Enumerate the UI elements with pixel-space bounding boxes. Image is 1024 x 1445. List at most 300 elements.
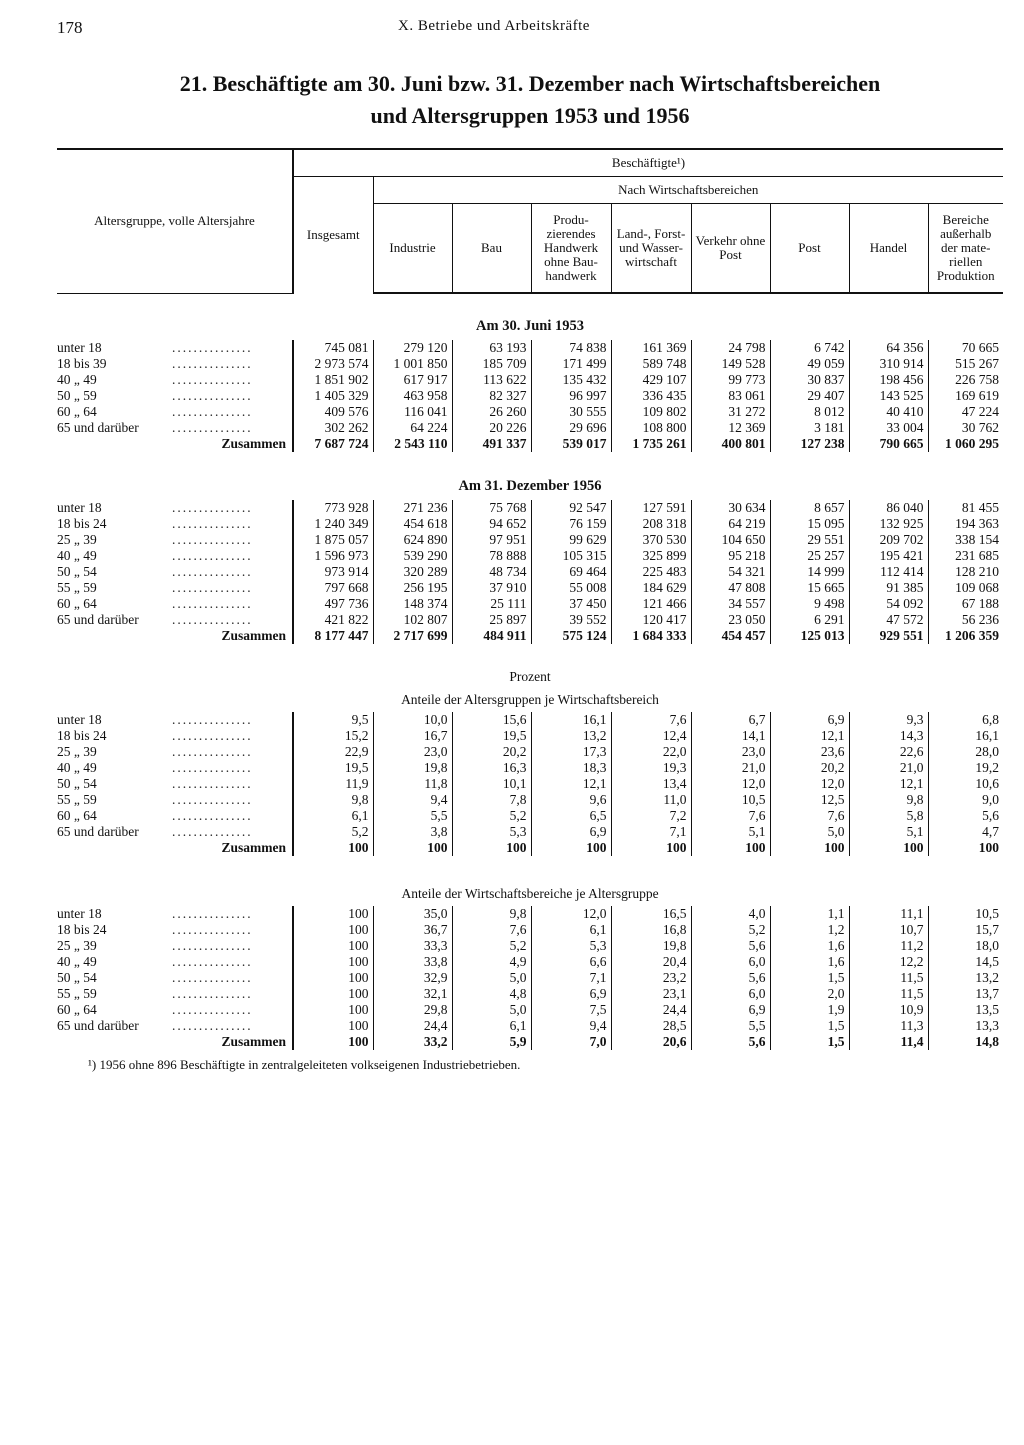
table-cell: 5,6 <box>691 938 770 954</box>
table-cell: 7,5 <box>531 1002 611 1018</box>
table-cell: 19,3 <box>611 760 691 776</box>
total-cell: 539 017 <box>531 436 611 452</box>
header-bereiche: Bereiche außerhalb der mate-riellen Produktion <box>928 204 1003 294</box>
table-cell: 16,5 <box>611 906 691 922</box>
total-label: Zusammen <box>221 436 286 451</box>
table-cell: 5,2 <box>293 824 373 840</box>
table-cell: 9,8 <box>293 792 373 808</box>
row-label <box>57 420 293 436</box>
table-cell: 279 120 <box>373 340 452 356</box>
table-cell: 745 081 <box>293 340 373 356</box>
table-cell: 19,2 <box>928 760 1003 776</box>
table-cell: 11,0 <box>611 792 691 808</box>
table-cell: 409 576 <box>293 404 373 420</box>
table-cell: 231 685 <box>928 548 1003 564</box>
leader-dots: ............... <box>172 1018 253 1033</box>
row-label <box>57 808 293 824</box>
table-cell: 1 240 349 <box>293 516 373 532</box>
table-row <box>57 712 1003 728</box>
table-cell: 47 572 <box>849 612 928 628</box>
total-cell: 5,9 <box>452 1034 531 1050</box>
spacer-row <box>57 452 1003 472</box>
spacer-row <box>57 644 1003 666</box>
total-cell: 100 <box>928 840 1003 856</box>
section-anteile-alter-label: Anteile der Altersgruppen je Wirtschaftsbereich <box>401 692 659 707</box>
header-post: Post <box>770 204 849 294</box>
header-industrie: Industrie <box>373 204 452 294</box>
row-label <box>57 922 293 938</box>
row-label-text: 25 „ 39 <box>57 938 97 953</box>
row-label-text: 65 und darüber <box>57 1018 139 1033</box>
leader-dots: ............... <box>172 776 253 791</box>
table-body <box>57 293 1003 1050</box>
running-head: X. Betriebe und Arbeitskräfte <box>398 18 590 34</box>
table-cell: 12,1 <box>770 728 849 744</box>
table-cell: 225 483 <box>611 564 691 580</box>
row-label <box>57 340 293 356</box>
row-label <box>57 970 293 986</box>
total-cell: 1 060 295 <box>928 436 1003 452</box>
table-cell: 338 154 <box>928 532 1003 548</box>
table-cell: 5,6 <box>691 970 770 986</box>
table-cell: 21,0 <box>849 760 928 776</box>
section-anteile-alter <box>57 688 1003 712</box>
table-cell: 18,0 <box>928 938 1003 954</box>
table-cell: 102 807 <box>373 612 452 628</box>
header-nach-wirtschaftsbereichen: Nach Wirtschaftsbereichen <box>373 177 1003 204</box>
table-cell: 5,0 <box>452 1002 531 1018</box>
table-cell: 7,6 <box>611 712 691 728</box>
total-row <box>57 436 1003 452</box>
header-handwerk: Produ-zierendes Handwerk ohne Bau-handwerk <box>531 204 611 294</box>
leader-dots: ............... <box>172 744 253 759</box>
section-1953 <box>57 312 1003 340</box>
table-cell: 6,0 <box>691 986 770 1002</box>
header-age-group: Altersgruppe, volle Altersjahre <box>57 149 293 293</box>
table-cell: 589 748 <box>611 356 691 372</box>
table-cell: 624 890 <box>373 532 452 548</box>
table-cell: 19,5 <box>452 728 531 744</box>
row-label-text: 50 „ 54 <box>57 564 97 579</box>
total-cell: 5,6 <box>691 1034 770 1050</box>
table-cell: 83 061 <box>691 388 770 404</box>
table-cell: 31 272 <box>691 404 770 420</box>
table-cell: 15 665 <box>770 580 849 596</box>
page-number: 178 <box>57 18 83 37</box>
row-label-text: 40 „ 49 <box>57 548 97 563</box>
row-label-text: 55 „ 59 <box>57 792 97 807</box>
table-row <box>57 372 1003 388</box>
row-label-text: 60 „ 64 <box>57 596 97 611</box>
table-cell: 336 435 <box>611 388 691 404</box>
table-cell: 100 <box>293 938 373 954</box>
table-title <box>80 68 980 132</box>
table-cell: 127 591 <box>611 500 691 516</box>
header-insgesamt: Insgesamt <box>293 177 373 294</box>
leader-dots: ............... <box>172 356 253 371</box>
total-cell: 100 <box>611 840 691 856</box>
row-label <box>57 596 293 612</box>
row-label <box>57 404 293 420</box>
table-cell: 112 414 <box>849 564 928 580</box>
table-cell: 515 267 <box>928 356 1003 372</box>
row-label-text: 65 und darüber <box>57 420 139 435</box>
table-cell: 5,5 <box>373 808 452 824</box>
table-cell: 22,9 <box>293 744 373 760</box>
table-cell: 539 290 <box>373 548 452 564</box>
table-cell: 30 837 <box>770 372 849 388</box>
row-label-text: 50 „ 54 <box>57 776 97 791</box>
table-cell: 13,3 <box>928 1018 1003 1034</box>
table-cell: 109 802 <box>611 404 691 420</box>
table-row <box>57 906 1003 922</box>
row-label <box>57 712 293 728</box>
table-cell: 20,2 <box>770 760 849 776</box>
table-cell: 75 768 <box>452 500 531 516</box>
total-cell: 100 <box>452 840 531 856</box>
table-cell: 6 291 <box>770 612 849 628</box>
leader-dots: ............... <box>172 824 253 839</box>
table-cell: 5,2 <box>452 808 531 824</box>
table-cell: 198 456 <box>849 372 928 388</box>
table-row <box>57 340 1003 356</box>
table-cell: 17,3 <box>531 744 611 760</box>
table-cell: 7,6 <box>770 808 849 824</box>
table-cell: 16,8 <box>611 922 691 938</box>
table-cell: 23,0 <box>373 744 452 760</box>
table-row <box>57 388 1003 404</box>
table-cell: 11,1 <box>849 906 928 922</box>
table-cell: 973 914 <box>293 564 373 580</box>
table-row <box>57 986 1003 1002</box>
table-cell: 6,7 <box>691 712 770 728</box>
table-cell: 797 668 <box>293 580 373 596</box>
table-cell: 29 696 <box>531 420 611 436</box>
table-row <box>57 580 1003 596</box>
table-cell: 109 068 <box>928 580 1003 596</box>
total-cell: 100 <box>293 1034 373 1050</box>
table-cell: 9,5 <box>293 712 373 728</box>
table-cell: 3 181 <box>770 420 849 436</box>
row-label <box>57 1002 293 1018</box>
table-cell: 195 421 <box>849 548 928 564</box>
total-cell: 11,4 <box>849 1034 928 1050</box>
table-cell: 100 <box>293 970 373 986</box>
row-label-text: unter 18 <box>57 500 102 515</box>
table-cell: 29,8 <box>373 1002 452 1018</box>
leader-dots: ............... <box>172 580 253 595</box>
row-label-text: 55 „ 59 <box>57 986 97 1001</box>
table-cell: 20,4 <box>611 954 691 970</box>
total-row <box>57 840 1003 856</box>
table-cell: 28,0 <box>928 744 1003 760</box>
table-row <box>57 500 1003 516</box>
table-cell: 108 800 <box>611 420 691 436</box>
row-label-text: 25 „ 39 <box>57 744 97 759</box>
row-label <box>57 986 293 1002</box>
table-cell: 10,1 <box>452 776 531 792</box>
table-cell: 70 665 <box>928 340 1003 356</box>
table-cell: 25 897 <box>452 612 531 628</box>
table-cell: 1,5 <box>770 1018 849 1034</box>
table-cell: 12,1 <box>849 776 928 792</box>
table-cell: 37 450 <box>531 596 611 612</box>
leader-dots: ............... <box>172 404 253 419</box>
row-label <box>57 532 293 548</box>
table-cell: 2 973 574 <box>293 356 373 372</box>
table-cell: 7,1 <box>531 970 611 986</box>
table-cell: 1,6 <box>770 954 849 970</box>
leader-dots: ............... <box>172 388 253 403</box>
total-cell: 484 911 <box>452 628 531 644</box>
table-cell: 32,9 <box>373 970 452 986</box>
table-cell: 135 432 <box>531 372 611 388</box>
row-label-text: 40 „ 49 <box>57 954 97 969</box>
row-label-text: 60 „ 64 <box>57 404 97 419</box>
table-cell: 29 407 <box>770 388 849 404</box>
table-row <box>57 776 1003 792</box>
row-label-text: 18 bis 39 <box>57 356 107 371</box>
row-label-text: 40 „ 49 <box>57 760 97 775</box>
table-cell: 100 <box>293 1018 373 1034</box>
table-cell: 6,6 <box>531 954 611 970</box>
table-cell: 12,0 <box>691 776 770 792</box>
table-cell: 15,2 <box>293 728 373 744</box>
table-cell: 6,5 <box>531 808 611 824</box>
table-cell: 13,2 <box>531 728 611 744</box>
table-cell: 9,8 <box>849 792 928 808</box>
row-label-text: unter 18 <box>57 906 102 921</box>
table-cell: 24,4 <box>373 1018 452 1034</box>
row-label-text: unter 18 <box>57 712 102 727</box>
table-cell: 6,9 <box>531 986 611 1002</box>
table-title-line-1: 21. Beschäftigte am 30. Juni bzw. 31. Dezember nach Wirtschaftsbereichen <box>179 71 881 96</box>
table-cell: 1,9 <box>770 1002 849 1018</box>
table-cell: 19,8 <box>373 760 452 776</box>
table-cell: 15,7 <box>928 922 1003 938</box>
table-cell: 9,4 <box>373 792 452 808</box>
row-label-text: 60 „ 64 <box>57 1002 97 1017</box>
table-cell: 7,6 <box>452 922 531 938</box>
row-label-text: 25 „ 39 <box>57 532 97 547</box>
total-cell: 33,2 <box>373 1034 452 1050</box>
leader-dots: ............... <box>172 340 253 355</box>
table-cell: 5,2 <box>691 922 770 938</box>
row-label <box>57 744 293 760</box>
row-label <box>57 500 293 516</box>
table-cell: 47 808 <box>691 580 770 596</box>
row-label-text: 65 und darüber <box>57 612 139 627</box>
table-cell: 13,5 <box>928 1002 1003 1018</box>
total-cell: 7 687 724 <box>293 436 373 452</box>
table-cell: 429 107 <box>611 372 691 388</box>
row-label <box>57 824 293 840</box>
table-cell: 128 210 <box>928 564 1003 580</box>
header-land-forst: Land-, Forst- und Wasser-wirtschaft <box>611 204 691 294</box>
table-cell: 10,9 <box>849 1002 928 1018</box>
table-cell: 8 657 <box>770 500 849 516</box>
table-cell: 91 385 <box>849 580 928 596</box>
leader-dots: ............... <box>172 808 253 823</box>
header-bau: Bau <box>452 204 531 294</box>
table-cell: 54 092 <box>849 596 928 612</box>
table-cell: 6,8 <box>928 712 1003 728</box>
table-cell: 143 525 <box>849 388 928 404</box>
total-cell: 20,6 <box>611 1034 691 1050</box>
total-label: Zusammen <box>221 1034 286 1049</box>
table-cell: 463 958 <box>373 388 452 404</box>
table-row <box>57 516 1003 532</box>
table-cell: 12,0 <box>531 906 611 922</box>
table-cell: 113 622 <box>452 372 531 388</box>
table-cell: 310 914 <box>849 356 928 372</box>
table-cell: 9,0 <box>928 792 1003 808</box>
table-cell: 773 928 <box>293 500 373 516</box>
table-cell: 7,8 <box>452 792 531 808</box>
table-cell: 55 008 <box>531 580 611 596</box>
total-cell: 1 735 261 <box>611 436 691 452</box>
header-beschaeftigte: Beschäftigte¹) <box>293 149 1003 177</box>
section-prozent-label: Prozent <box>509 669 551 684</box>
total-row <box>57 1034 1003 1050</box>
table-cell: 1,6 <box>770 938 849 954</box>
table-cell: 454 618 <box>373 516 452 532</box>
leader-dots: ............... <box>172 712 253 727</box>
table-cell: 33,3 <box>373 938 452 954</box>
row-label <box>57 388 293 404</box>
table-cell: 5,3 <box>452 824 531 840</box>
table-cell: 7,1 <box>611 824 691 840</box>
table-cell: 5,6 <box>928 808 1003 824</box>
row-label <box>57 792 293 808</box>
total-cell: 575 124 <box>531 628 611 644</box>
leader-dots: ............... <box>172 922 253 937</box>
table-cell: 9,8 <box>452 906 531 922</box>
table-cell: 320 289 <box>373 564 452 580</box>
table-cell: 64 224 <box>373 420 452 436</box>
leader-dots: ............... <box>172 596 253 611</box>
leader-dots: ............... <box>172 516 253 531</box>
table-cell: 14 999 <box>770 564 849 580</box>
table-cell: 184 629 <box>611 580 691 596</box>
table-cell: 69 464 <box>531 564 611 580</box>
footnote: ¹) 1956 ohne 896 Beschäftigte in zentralgeleiteten volkseigenen Industriebetrieben. <box>88 1057 521 1072</box>
spacer-row <box>57 856 1003 882</box>
table-cell: 1 405 329 <box>293 388 373 404</box>
table-cell: 23,0 <box>691 744 770 760</box>
table-row <box>57 922 1003 938</box>
table-cell: 370 530 <box>611 532 691 548</box>
table-row <box>57 548 1003 564</box>
table-cell: 2,0 <box>770 986 849 1002</box>
table-row <box>57 808 1003 824</box>
table-cell: 497 736 <box>293 596 373 612</box>
table-cell: 256 195 <box>373 580 452 596</box>
row-label <box>57 776 293 792</box>
leader-dots: ............... <box>172 906 253 921</box>
row-label <box>57 516 293 532</box>
table-cell: 6,9 <box>770 712 849 728</box>
table-cell: 1 001 850 <box>373 356 452 372</box>
row-label <box>57 1018 293 1034</box>
table-cell: 12,2 <box>849 954 928 970</box>
section-anteile-wirt-label: Anteile der Wirtschaftsbereiche je Altersgruppe <box>401 886 659 901</box>
leader-dots: ............... <box>172 792 253 807</box>
total-cell: 2 717 699 <box>373 628 452 644</box>
table-cell: 132 925 <box>849 516 928 532</box>
table-cell: 13,2 <box>928 970 1003 986</box>
table-cell: 7,2 <box>611 808 691 824</box>
table-cell: 12,1 <box>531 776 611 792</box>
table-cell: 15 095 <box>770 516 849 532</box>
table-cell: 11,3 <box>849 1018 928 1034</box>
table-cell: 20,2 <box>452 744 531 760</box>
table-cell: 1,2 <box>770 922 849 938</box>
table-cell: 99 629 <box>531 532 611 548</box>
table-row <box>57 356 1003 372</box>
table-cell: 121 466 <box>611 596 691 612</box>
table-cell: 35,0 <box>373 906 452 922</box>
table-cell: 14,1 <box>691 728 770 744</box>
table-cell: 3,8 <box>373 824 452 840</box>
table-cell: 9,3 <box>849 712 928 728</box>
table-cell: 82 327 <box>452 388 531 404</box>
table-cell: 11,9 <box>293 776 373 792</box>
table-cell: 6,1 <box>452 1018 531 1034</box>
table-cell: 148 374 <box>373 596 452 612</box>
table-cell: 12,0 <box>770 776 849 792</box>
table-cell: 19,8 <box>611 938 691 954</box>
row-label <box>57 938 293 954</box>
table-cell: 92 547 <box>531 500 611 516</box>
row-label <box>57 372 293 388</box>
table-cell: 15,6 <box>452 712 531 728</box>
row-label <box>57 906 293 922</box>
table-cell: 97 951 <box>452 532 531 548</box>
table-cell: 24,4 <box>611 1002 691 1018</box>
table-cell: 48 734 <box>452 564 531 580</box>
table-cell: 5,8 <box>849 808 928 824</box>
table-cell: 149 528 <box>691 356 770 372</box>
table-cell: 86 040 <box>849 500 928 516</box>
total-cell: 491 337 <box>452 436 531 452</box>
total-cell: 14,8 <box>928 1034 1003 1050</box>
table-cell: 5,1 <box>849 824 928 840</box>
table-cell: 23 050 <box>691 612 770 628</box>
total-cell: 127 238 <box>770 436 849 452</box>
table-row <box>57 824 1003 840</box>
table-row <box>57 612 1003 628</box>
header-handel: Handel <box>849 204 928 294</box>
table-cell: 11,8 <box>373 776 452 792</box>
table-cell: 12 369 <box>691 420 770 436</box>
table-cell: 54 321 <box>691 564 770 580</box>
row-label <box>57 564 293 580</box>
row-label-text: unter 18 <box>57 340 102 355</box>
table-row <box>57 420 1003 436</box>
table-cell: 16,3 <box>452 760 531 776</box>
table-cell: 32,1 <box>373 986 452 1002</box>
leader-dots: ............... <box>172 728 253 743</box>
table-cell: 1 596 973 <box>293 548 373 564</box>
leader-dots: ............... <box>172 954 253 969</box>
total-cell: 454 457 <box>691 628 770 644</box>
table-cell: 10,0 <box>373 712 452 728</box>
table-row <box>57 760 1003 776</box>
section-1953-label: Am 30. Juni 1953 <box>476 318 584 334</box>
table-cell: 64 356 <box>849 340 928 356</box>
table-cell: 11,5 <box>849 986 928 1002</box>
